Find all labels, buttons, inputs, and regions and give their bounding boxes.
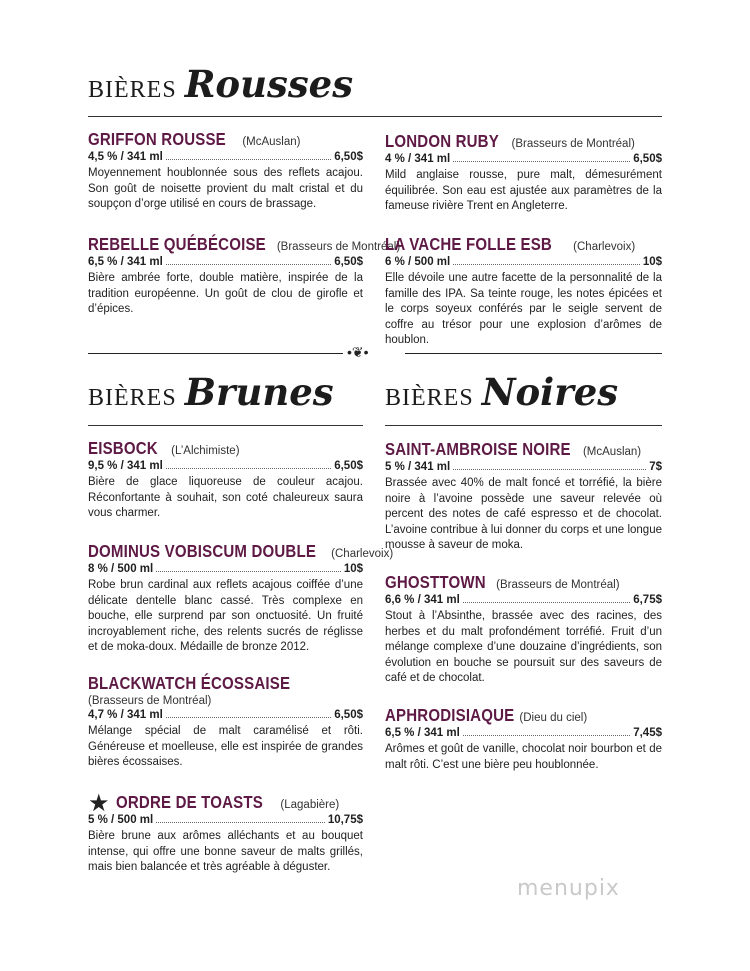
star-icon: ★ bbox=[88, 789, 110, 817]
beer-description: Bière de glace liquoreuse de couleur acajou. Réconfortante à souhait, son coté chaleureux saura vous charmer. bbox=[88, 476, 363, 519]
beer-aphrodisiaque bbox=[385, 704, 662, 773]
divider-line-left bbox=[88, 353, 343, 354]
divider-line-right bbox=[405, 353, 662, 354]
beer-eisbock bbox=[88, 437, 363, 522]
beer-london-ruby bbox=[385, 130, 662, 215]
beer-la-vache-folle bbox=[385, 233, 662, 349]
beer-spec: 4 % / 341 ml bbox=[385, 153, 451, 165]
beer-name: ORDRE DE TOASTS bbox=[115, 792, 263, 812]
beer-blackwatch bbox=[88, 672, 363, 771]
beer-name: BLACKWATCH ÉCOSSAISE bbox=[88, 673, 291, 693]
beer-brewer: (Brasseurs de Montréal) bbox=[276, 241, 401, 253]
beer-brewer: (Brasseurs de Montréal) bbox=[511, 138, 635, 150]
section-script-title: Brunes bbox=[184, 370, 334, 414]
beer-price: 6,75$ bbox=[633, 594, 662, 606]
beer-description: Mild anglaise rousse, pure malt, démesurément équilibrée. Son eau est ajustée aux paramètres de la fameuse rivière Trent en Angleterre. bbox=[385, 169, 662, 212]
beer-griffon-rousse bbox=[88, 128, 363, 213]
beer-description: Moyennement houblonnée sous des reflets acajou. Son goût de noisette provient du malt cristal et du soupçon d’orge utilisé en cours de brassage. bbox=[88, 167, 363, 210]
beer-spec: 6,5 % / 341 ml bbox=[88, 256, 163, 268]
beer-spec: 5 % / 341 ml bbox=[385, 461, 451, 473]
section-script-title: Noires bbox=[481, 370, 619, 414]
beer-description: Bière brune aux arômes alléchants et au bouquet intense, qui offre une bonne saveur de malts grillés, mais bien balancée et très agréable à déguster. bbox=[88, 830, 363, 873]
beer-saint-ambroise-noire bbox=[385, 438, 662, 554]
beer-name: LONDON RUBY bbox=[385, 131, 499, 151]
beer-spec: 9,5 % / 341 ml bbox=[88, 460, 163, 472]
beer-spec: 4,7 % / 341 ml bbox=[88, 709, 163, 721]
beer-description: Robe brun cardinal aux reflets acajous coiffée d’une délicate dentelle blanc cassé. Très complexe en bouche, elle surprend par son onctuosité. Un fruité incroyablement riche, des relents sucrés de réglisse et de moka-doux. Médaille de bronze 2012. bbox=[88, 579, 363, 653]
beer-description: Brassée avec 40% de malt foncé et torréfié, la bière noire à l’avoine possède une saveur relevée où percent des notes de café espresso et de chocolat. L’avoine contribue à lui donner du corps et une longue mousse à saveur de moka. bbox=[385, 477, 662, 551]
beer-spec: 8 % / 500 ml bbox=[88, 563, 154, 575]
beer-name: GRIFFON ROUSSE bbox=[88, 129, 226, 149]
beer-brewer: (Brasseurs de Montréal) bbox=[496, 579, 620, 591]
beer-brewer: (Brasseurs de Montréal) bbox=[88, 695, 212, 707]
section-rule bbox=[88, 116, 662, 117]
beer-brewer: (McAuslan) bbox=[582, 446, 642, 458]
beer-brewer: (L’Alchimiste) bbox=[171, 445, 240, 457]
section-label: BIÈRES bbox=[88, 77, 177, 103]
beer-spec: 6,6 % / 341 ml bbox=[385, 594, 460, 606]
beer-name: DOMINUS VOBISCUM DOUBLE bbox=[88, 541, 317, 561]
beer-price: 10$ bbox=[642, 256, 662, 268]
beer-price: 6,50$ bbox=[334, 256, 363, 268]
beer-name: LA VACHE FOLLE ESB bbox=[385, 234, 552, 254]
beer-price: 7$ bbox=[649, 461, 662, 473]
beer-rebelle-quebecoise bbox=[88, 233, 401, 318]
beer-price: 7,45$ bbox=[633, 727, 662, 739]
section-heading-brunes bbox=[88, 370, 334, 414]
beer-spec: 4,5 % / 341 ml bbox=[88, 151, 163, 163]
beer-description: Stout à l’Absinthe, brassée avec des racines, des herbes et du malt profondément torréfié. Fruit d’un mélange complexe d’une douzaine d’ingrédients, son évolution en bouche se poursuit sur des saveurs de café et de chocolat. bbox=[385, 610, 662, 684]
beer-spec: 5 % / 500 ml bbox=[88, 814, 154, 826]
beer-price: 6,50$ bbox=[334, 709, 363, 721]
beer-ordre-de-toasts bbox=[88, 791, 363, 876]
section-heading-noires bbox=[385, 370, 618, 414]
beer-description: Elle dévoile une autre facette de la personnalité de la famille des IPA. Sa teinte rouge, les notes épicées et le corps soyeux conférés par le seigle servent de coffre au trésor pour une explosion d’arômes de houblon. bbox=[385, 272, 662, 346]
beer-price: 6,50$ bbox=[334, 151, 363, 163]
ornament-icon: •❦• bbox=[347, 344, 369, 360]
beer-price: 10,75$ bbox=[327, 814, 363, 826]
section-heading-rousses bbox=[88, 62, 353, 106]
beer-price: 6,50$ bbox=[334, 460, 363, 472]
beer-price: 10$ bbox=[343, 563, 363, 575]
beer-brewer: (Lagabière) bbox=[280, 799, 340, 811]
beer-ghosttown bbox=[385, 571, 662, 687]
section-label: BIÈRES bbox=[385, 385, 474, 411]
section-rule bbox=[88, 425, 363, 426]
section-script-title: Rousses bbox=[184, 62, 354, 106]
beer-brewer: (Charlevoix) bbox=[573, 241, 636, 253]
section-label: BIÈRES bbox=[88, 385, 177, 411]
beer-spec: 6,5 % / 341 ml bbox=[385, 727, 460, 739]
beer-brewer: (Charlevoix) bbox=[331, 548, 394, 560]
beer-name: APHRODISIAQUE bbox=[385, 705, 515, 725]
beer-brewer: (McAuslan) bbox=[242, 136, 301, 148]
beer-description: Mélange spécial de malt caramélisé et rôti. Généreuse et moelleuse, elle est inspirée de grandes bières écossaises. bbox=[88, 725, 363, 768]
beer-name: EISBOCK bbox=[88, 438, 158, 458]
beer-name: SAINT-AMBROISE NOIRE bbox=[385, 439, 571, 459]
section-rule bbox=[385, 425, 662, 426]
watermark: menupix bbox=[517, 876, 620, 901]
beer-brewer: (Dieu du ciel) bbox=[519, 712, 588, 724]
beer-spec: 6 % / 500 ml bbox=[385, 256, 451, 268]
beer-dominus-vobiscum bbox=[88, 540, 394, 656]
beer-name: REBELLE QUÉBÉCOISE bbox=[88, 234, 266, 254]
beer-description: Bière ambrée forte, double matière, inspirée de la tradition européenne. Un goût de clou de girofle et d’épices. bbox=[88, 272, 363, 315]
beer-description: Arômes et goût de vanille, chocolat noir bourbon et de malt rôti. C’est une bière peu houblonnée. bbox=[385, 743, 662, 771]
beer-price: 6,50$ bbox=[633, 153, 662, 165]
beer-name: GHOSTTOWN bbox=[385, 572, 486, 592]
